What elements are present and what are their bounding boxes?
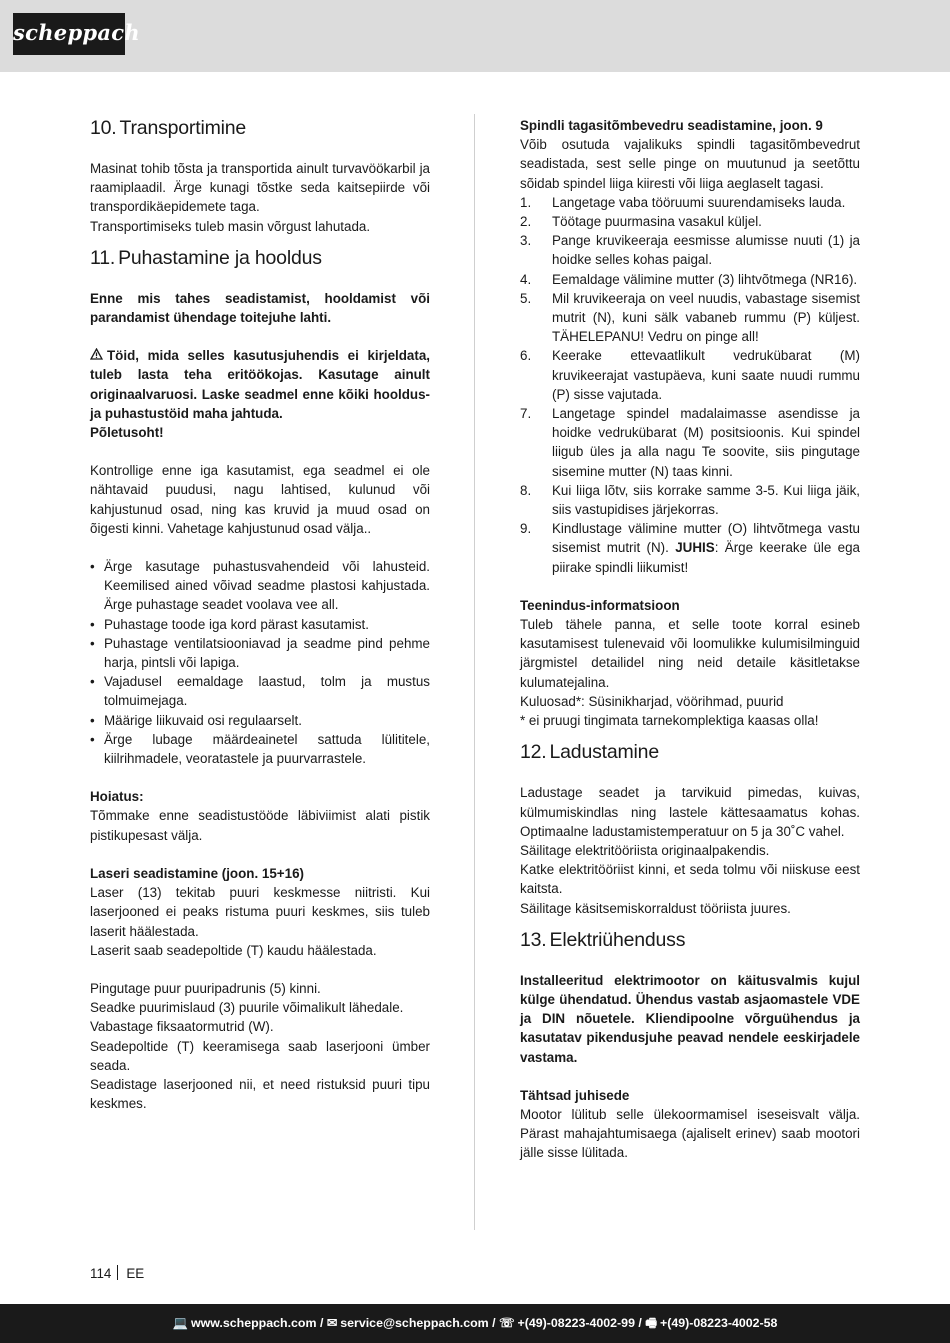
important-text: Mootor lülitub selle ülekoormamisel iseseisvalt välja. Pärast mahajahtumisaega (ajaliselt erinev) saab mootori jälle sisse lülitada. (520, 1106, 860, 1161)
laser-line: Seadistage laserjooned nii, et need ristuksid puuri tipu keskmes. (90, 1076, 430, 1112)
computer-icon: 💻 (172, 1316, 188, 1330)
hoiatus-title: Hoiatus: (90, 789, 144, 805)
laser-line: Vabastage fiksaatormutrid (W). (90, 1019, 274, 1035)
s11-bold-notice: Enne mis tahes seadistamist, hooldamist või parandamist ühendage toitejuhe lahti. (90, 290, 430, 326)
footer-web[interactable]: www.scheppach.com (190, 1316, 317, 1330)
section-13-heading: 13. Elektriühenduss (520, 928, 686, 951)
list-item: 2. Töötage puurmasina vasakul küljel. (520, 214, 762, 230)
storage-line: Katke elektritööriist kinni, et seda tolmu või niiskuse eest kaitsta. (520, 862, 860, 897)
laser-paragraph-1: Laser (13) tekitab puuri keskmesse niitristi. Kui laserjooned ei peaks ristuma puuri keskmes, siis tuleb laserit häälestada. (90, 885, 430, 939)
storage-line: Ladustage seadet ja tarvikuid pimedas, kuivas, külmumiskindlas ning lastele kättesaamatus kohas. Optimaalne ladustamistemperatuur on 5 ja 30˚C vahel. (520, 785, 860, 839)
laser-line: Pingutage puur puuripadrunis (5) kinni. (90, 980, 321, 996)
footer-fax: +(49)-08223-4002-58 (660, 1316, 778, 1330)
list-item: • Puhastage ventilatsiooniavad ja seadme pind pehme harja, pintsli või lapiga. (90, 634, 430, 672)
electrical-bold: Installeeritud elektrimootor on käitusvalmis kujul külge ühendatud. Ühendus vastab asjaomastele VDE ja DIN nõuetele. Kliendipoolne võrguühendus ja kasutatav pikendusjuhe peavad nendele eeskirjadele vastama. (520, 972, 860, 1065)
column-divider (474, 114, 475, 1230)
footer-bar: 💻 www.scheppach.com / ✉ service@scheppach.com / ☏ +(49)-08223-4002-99 / 🖷 +(49)-08223-4002-58 (0, 1304, 950, 1343)
list-item: • Määrige liikuvaid osi regulaarselt. (90, 711, 430, 730)
laser-paragraph-2: Laserit saab seadepoltide (T) kaudu häälestada. (90, 942, 377, 958)
footer-phone: +(49)-08223-4002-99 (517, 1316, 635, 1330)
laser-line: Seadke puurimislaud (3) puurile võimalikult lähedale. (90, 1000, 404, 1016)
storage-line: Säilitage elektritööriista originaalpakendis. (520, 842, 770, 858)
s10-paragraph-1: Masinat tohib tõsta ja transportida ainult turvavöökarbil ja raamiplaadil. Ärge kunagi tõstke seda kaitsepiirde või transpordikäepidemete taga. (90, 161, 430, 215)
spindle-intro: Võib osutuda vajalikuks spindli tagasitõmbevedrut seadistada, sest selle pinge on muutunud ja seetõttu sõidab spindel liiga kiiresti või liiga aeglaselt tagasi. (520, 137, 860, 191)
service-title: Teenindus-informatsioon (520, 597, 680, 613)
list-item: 6. Keerake ettevaatlikult vedrukübarat (M) kruvikeerajat vastupäeva, kuni saate nuudi rummu (P) sisse vajutada. (520, 348, 860, 402)
list-item: 1. Langetage vaba tööruumi suurendamiseks lauda. (520, 194, 846, 210)
page-number: 114 EE (90, 1266, 145, 1281)
list-item: • Ärge kasutage puhastusvahendeid või lahusteid. Keemilised ained võivad seadme plastosi kahjustada. Ärge puhastage seadet voolava vee all. (90, 557, 430, 615)
left-column (90, 116, 430, 1113)
s11-paragraph-1: Kontrollige enne iga kasutamist, ega seadmel ei ole nähtavaid puudusi, nagu lahtised, kulunud või kahjustunud osad, ning kas kruvid ja muud osad on õigesti kinni. Vahetage kahjustunud osad välja.. (90, 463, 430, 536)
important-title: Tähtsad juhisede (520, 1087, 630, 1103)
header-bar (0, 0, 950, 72)
section-10-heading: 10. Transportimine (90, 117, 247, 139)
section-12-heading: 12. Ladustamine (520, 741, 659, 764)
s11-warning: Töid, mida selles kasutusjuhendis ei kirjeldata, tuleb lasta teha eritöökojas. Kasutage ainult originaalvaruosi. Laske seadmel enne kõiki hooldus- ja puhastustöid maha jahtuda. (90, 348, 430, 421)
scheppach-logo: scheppach (13, 13, 125, 55)
phone-icon: ☏ (499, 1316, 515, 1330)
right-column (520, 116, 860, 1163)
list-item: 8. Kui liiga lõtv, siis korrake samme 3-5. Kui liiga jäik, siis vastupidises järjekorras. (520, 482, 860, 518)
list-item: • Vajadusel eemaldage laastud, tolm ja mustus tolmuimejaga. (90, 672, 430, 710)
burn-hazard: Põletusoht! (90, 425, 164, 441)
service-paragraph-3: * ei pruugi tingimata tarnekomplektiga kaasas olla! (520, 713, 819, 729)
service-paragraph-2: Kuluosad*: Süsinikharjad, vöörihmad, puurid (520, 693, 784, 709)
list-item: 9. Kindlustage välimine mutter (O) lihtvõtmega vastu sisemist mutrit (N). JUHIS: Ärge keerake üle ega piirake spindli liikumist! (520, 521, 860, 575)
s10-paragraph-2: Transportimiseks tuleb masin võrgust lahutada. (90, 218, 371, 234)
spindle-title: Spindli tagasitõmbevedru seadistamine, joon. 9 (520, 118, 823, 133)
list-item: 5. Mil kruvikeeraja on veel nuudis, vabastage sisemist mutrit (N), kuni sälk vabaneb rummu (P) küljest. TÄHELEPANU! Vedru on pinge all! (520, 290, 860, 345)
fax-icon: 🖷 (645, 1316, 657, 1330)
list-item: 7. Langetage spindel madalaimasse asendisse ja hoidke vedrukübarat (M) positsioonis. Kui spindel liigub üles ja alla nagu Te soovite, siis pingutage sisemine mutter (N) taas kinni. (520, 406, 860, 479)
email-icon: ✉ (326, 1316, 338, 1330)
list-item: 3. Pange kruvikeeraja eesmisse alumisse nuuti (1) ja hoidke selles kohas paigal. (520, 233, 860, 268)
list-item: • Ärge lubage määrdeainetel sattuda lülititele, kiilrihmadele, veoratastele ja puurvarrastele. (90, 730, 430, 768)
laser-line: Seadepoltide (T) keeramisega saab laserjooni ümber seada. (90, 1038, 430, 1073)
hoiatus-text: Tõmmake enne seadistustööde läbiviimist alati pistik pistikupesast välja. (90, 808, 430, 843)
list-item: 4. Eemaldage välimine mutter (3) lihtvõtmega (NR16). (520, 271, 858, 287)
cleaning-list (90, 557, 430, 768)
laser-title: Laseri seadistamine (joon. 15+16) (90, 865, 304, 881)
storage-line: Säilitage käsitsemiskorraldust tööriista juures. (520, 900, 791, 916)
footer-email[interactable]: service@scheppach.com (340, 1316, 489, 1330)
list-item: • Puhastage toode iga kord pärast kasutamist. (90, 615, 430, 634)
warning-triangle-icon (90, 346, 103, 365)
service-paragraph-1: Tuleb tähele panna, et selle toote korral esineb kasutamisest tulenevaid või loomulikke kulumisilminguid järgmistel detailidel ning neid detaile käsitletakse kulumatejalina. (520, 617, 860, 690)
spindle-steps (520, 193, 860, 577)
section-11-heading: 11. Puhastamine ja hooldus (90, 246, 322, 269)
